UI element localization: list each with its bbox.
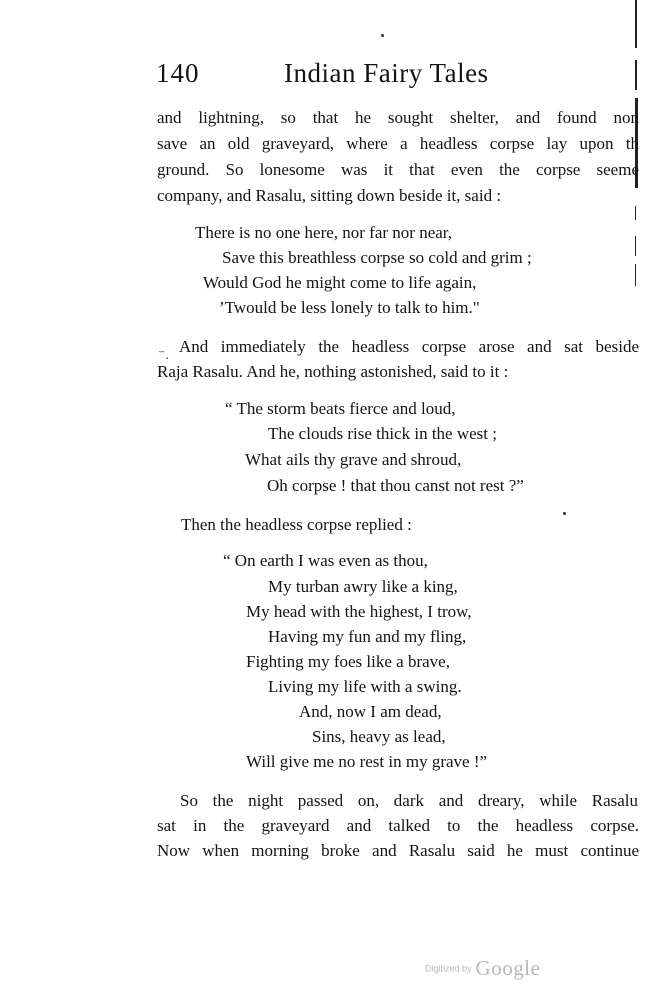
verse-line: Sins, heavy as lead, (312, 727, 446, 746)
verse-line: Will give me no rest in my grave !” (246, 752, 488, 771)
running-title: Indian Fairy Tales (284, 58, 489, 88)
verse-line: Save this breathless corpse so cold and grim ; (222, 248, 532, 267)
scan-speck (381, 34, 384, 37)
verse-line: Living my life with a swing. (268, 677, 462, 696)
verse-line: Would God he might come to life again, (203, 273, 477, 292)
watermark-brand: Google (475, 956, 541, 980)
paragraph-line: and lightning, so that he sought shelter, and found non (157, 108, 639, 127)
page-edge-line (635, 206, 636, 220)
page-number: 140 (156, 58, 200, 88)
verse-line: Oh corpse ! that thou canst not rest ?” (267, 476, 524, 495)
verse-line: The clouds rise thick in the west ; (268, 424, 497, 443)
verse-line: What ails thy grave and shroud, (245, 450, 462, 469)
digitization-watermark (425, 956, 540, 981)
verse-line: “ On earth I was even as thou, (223, 551, 428, 570)
margin-mark: ⁻. (158, 348, 169, 363)
verse-line: ’Twould be less lonely to talk to him." (219, 298, 480, 317)
page-edge-line (635, 0, 637, 48)
paragraph-line: Then the headless corpse replied : (181, 515, 412, 534)
running-header (156, 58, 636, 98)
paragraph-line: Now when morning broke and Rasalu said he must continue (157, 841, 639, 860)
paragraph-line: And immediately the headless corpse arose and sat beside (179, 337, 639, 356)
paragraph-line: ground. So lonesome was it that even the corpse seeme (157, 160, 639, 179)
paragraph-line: Raja Rasalu. And he, nothing astonished, said to it : (157, 362, 509, 381)
paragraph-line: So the night passed on, dark and dreary, while Rasalu (180, 791, 638, 810)
paragraph-line: sat in the graveyard and talked to the headless corpse. (157, 816, 639, 835)
verse-line: Having my fun and my fling, (268, 627, 467, 646)
watermark-prefix: Digitized by (425, 963, 472, 974)
scan-speck (563, 512, 566, 515)
paragraph-line: company, and Rasalu, sitting down beside it, said : (157, 186, 502, 205)
verse-line: My head with the highest, I trow, (246, 602, 472, 621)
verse-line: My turban awry like a king, (268, 577, 458, 596)
verse-line: And, now I am dead, (299, 702, 442, 721)
paragraph-line: save an old graveyard, where a headless corpse lay upon th (157, 134, 639, 153)
page-edge-line (635, 236, 636, 256)
verse-line: Fighting my foes like a brave, (246, 652, 450, 671)
page-edge-line (635, 264, 636, 286)
verse-line: There is no one here, nor far nor near, (195, 223, 453, 242)
verse-line: “ The storm beats fierce and loud, (225, 399, 456, 418)
